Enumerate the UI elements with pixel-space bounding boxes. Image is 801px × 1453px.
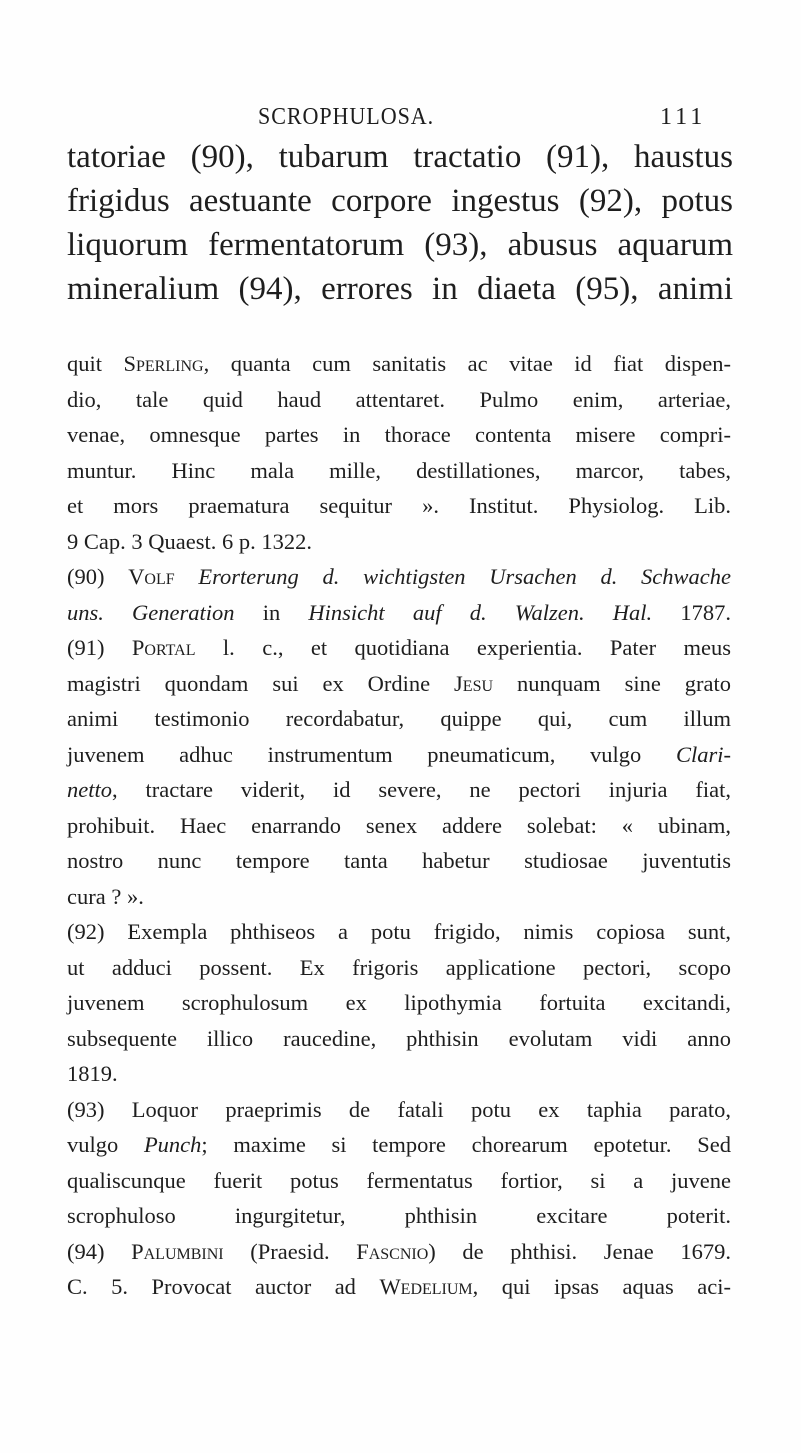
author-name: Wedelium [379,1274,473,1299]
footnote-line [67,630,731,666]
footnote-line [67,1163,731,1199]
footnote-line [67,843,731,879]
footnote-text: (93) Loquor praeprimis de fatali potu ex taphia parato, [67,1096,731,1122]
footnote-text: C. 5. Provocat auctor ad [67,1274,380,1299]
footnote-text: juvenem adhuc instrumentum pneumaticum, vulgo [67,741,676,767]
footnote-text: (94) [67,1238,132,1264]
footnote-text: cura ? ». [67,883,144,909]
main-text-line: mineralium (94), errores in diaeta (95), animi [67,271,733,307]
author-name: Palumbini [131,1238,224,1264]
footnote-text: juvenem scrophulosum ex lipothymia fortuita excitandi, [67,990,731,1015]
footnote-line [67,453,731,489]
footnote-text: scrophuloso ingurgitetur, phthisin excitare poterit. [67,1203,731,1228]
running-head-title: SCROPHULOSA. [258,104,435,130]
footnote-text: 1787. [652,599,731,625]
footnote-text: prohibuit. Haec enarrando senex addere solebat: « ubinam, [67,812,731,838]
main-text-line: frigidus aestuante corpore ingestus (92), potus [67,183,733,219]
footnote-text: (92) Exempla phthiseos a potu frigido, nimis copiosa sunt, [67,919,731,944]
author-name: Fascnio [356,1238,429,1264]
footnote-text: , tractare viderit, id severe, ne pectori injuria fiat, [112,777,731,802]
footnote-line [67,666,731,702]
footnote-text: dio, tale quid haud attentaret. Pulmo enim, arteriae, [67,386,731,412]
footnote-text: qualiscunque fuerit potus fermentatus fortior, si a juvene [67,1167,731,1193]
italic-title: Punch [143,1132,202,1157]
footnote-line [67,985,731,1021]
footnote-line [67,417,731,453]
footnote-text [175,564,199,589]
footnote-text: 1819. [67,1061,118,1086]
footnote-line [67,346,731,382]
footnote-text: in [234,599,309,625]
footnote-line [67,1269,731,1305]
italic-title: Hinsicht auf d. Walzen. Hal. [308,599,653,625]
footnote-text: l. c., et quotidiana experientia. Pater meus [195,635,731,660]
footnote-text: (Praesid. [223,1238,357,1264]
footnote-text: (91) [67,635,132,660]
footnote-text: vulgo [67,1132,144,1157]
running-head [0,98,801,138]
footnote-text: subsequente illico raucedine, phthisin evolutam vidi anno [67,1025,731,1051]
footnote-text: , qui ipsas aquas aci- [472,1274,731,1299]
footnote-line [67,737,731,773]
footnote-text: (90) [67,564,129,589]
footnote-text: , quanta cum sanitatis ac vitae id fiat dispen- [203,351,731,376]
footnote-text: nostro nunc tempore tanta habetur studiosae juventutis [67,848,731,873]
footnote-text: venae, omnesque partes in thorace contenta misere compri- [67,422,731,447]
footnote-text: nunquam sine grato [493,670,731,696]
footnote-line [67,950,731,986]
footnote-text: ; maxime si tempore chorearum epotetur. Sed [201,1132,731,1157]
footnote-text: muntur. Hinc mala mille, destillationes, marcor, tabes, [67,457,731,483]
italic-title: netto [67,777,112,802]
footnote-line [67,808,731,844]
footnote-text: animi testimonio recordabatur, quippe qui, cum illum [67,706,731,731]
italic-title: Clari- [675,741,731,767]
footnote-line [67,1198,731,1234]
author-name: Sperling [123,351,204,376]
footnotes [67,346,731,1305]
footnote-line [67,1056,731,1092]
footnote-line [67,382,731,418]
footnote-line [67,879,731,915]
main-text-line: tatoriae (90), tubarum tractatio (91), haustus [67,139,733,175]
footnote-line [67,595,731,631]
author-name: Portal [131,635,196,660]
footnote-line [67,1092,731,1128]
italic-title: uns. Generation [67,599,235,625]
footnote-line [67,1021,731,1057]
footnote-text: quit [67,351,124,376]
footnote-line [67,772,731,808]
footnote-line [67,559,731,595]
footnote-line [67,524,731,560]
footnote-line [67,1127,731,1163]
page-number: 111 [660,104,707,130]
main-text-line: liquorum fermentatorum (93), abusus aquarum [67,227,733,263]
footnote-text: ut adduci possent. Ex frigoris applicatione pectori, scopo [67,954,731,980]
footnote-line [67,1234,731,1270]
main-text [67,135,733,311]
footnote-line [67,488,731,524]
footnote-line [67,701,731,737]
footnote-text: et mors praematura sequitur ». Institut. Physiolog. Lib. [67,493,731,518]
footnote-text: ) de phthisi. Jenae 1679. [428,1238,731,1264]
author-name: Volf [128,564,175,589]
footnote-text: magistri quondam sui ex Ordine [67,670,455,696]
footnote-line [67,914,731,950]
italic-title: Erorterung d. wichtigsten Ursachen d. Schwache [198,564,731,589]
author-name: Jesu [454,670,494,696]
footnote-text: 9 Cap. 3 Quaest. 6 p. 1322. [67,528,312,554]
